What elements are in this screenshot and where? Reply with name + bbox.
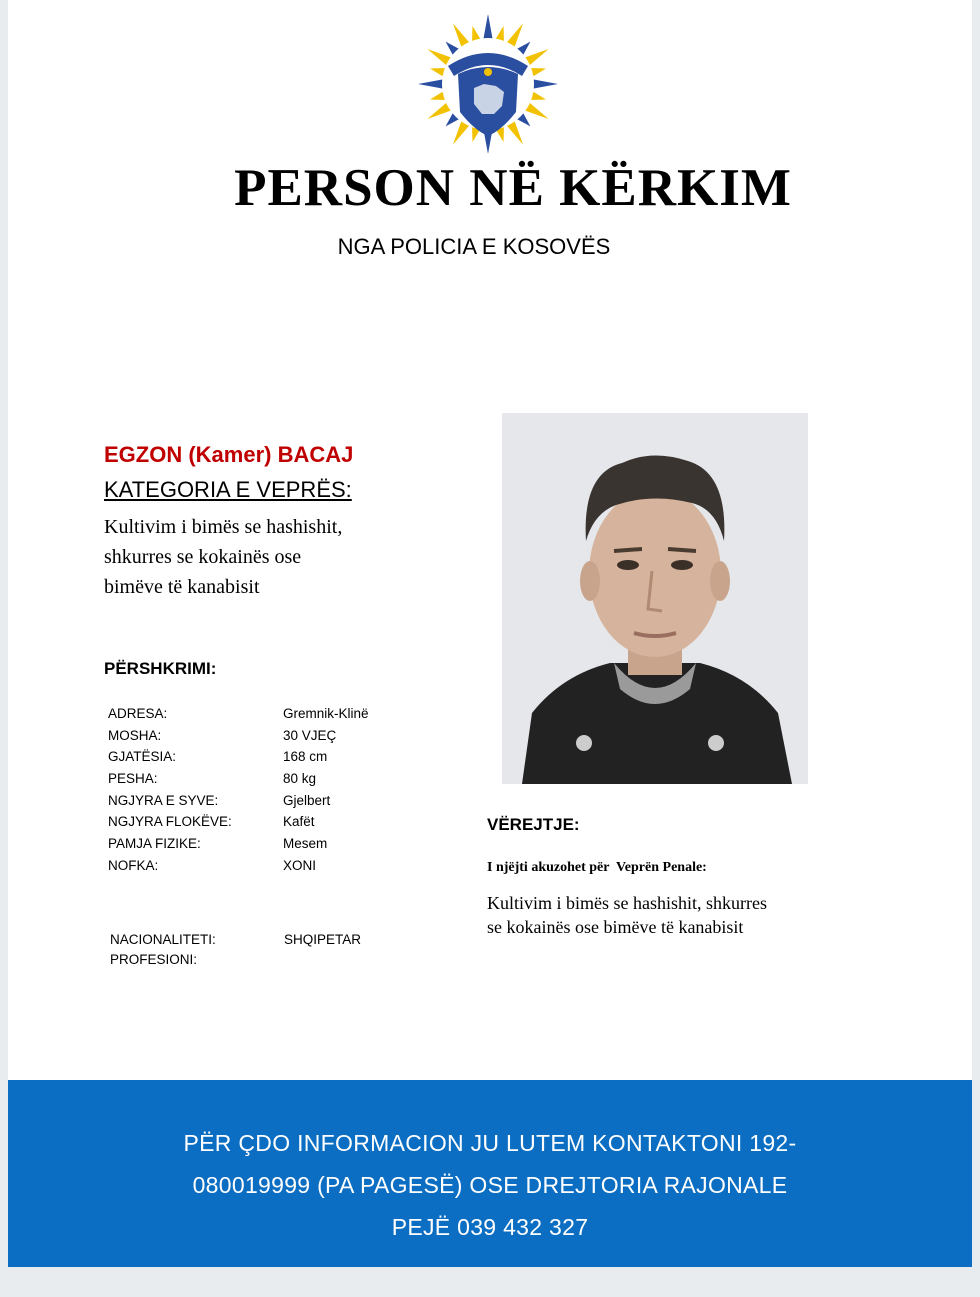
detail-value: Gjelbert [283,792,331,808]
category-text [104,512,464,602]
detail-key: NGJYRA FLOKËVE: [108,814,232,830]
description-table [108,704,403,878]
contact-text [8,1122,972,1248]
detail-key: NACIONALITETI: [110,932,216,947]
detail-value: 30 VJEÇ [283,727,337,743]
detail-key: PAMJA FIZIKE: [108,836,201,852]
detail-key: ADRESA: [108,706,168,721]
detail-row-build [108,834,403,856]
remarks-line: Kultivim i bimës se hashishit, shkurres [487,893,767,913]
page-subtitle: NGA POLICIA E KOSOVËS [337,234,611,259]
detail-row-nickname [108,856,403,878]
suspect-portrait-icon [502,413,808,784]
page-margin-bottom [0,1267,980,1297]
detail-key: NGJYRA E SYVE: [108,792,219,808]
extra-details [110,930,404,970]
detail-row-address [108,704,403,726]
emblem-ray [532,79,558,89]
remarks-label: VËREJTJE: [487,815,580,834]
detail-key: PESHA: [108,771,158,787]
contact-line: PEJË 039 432 327 [391,1214,589,1240]
detail-key: NOFKA: [108,857,159,873]
category-label: KATEGORIA E VEPRËS: [104,477,352,502]
emblem-ray [483,14,493,40]
detail-key: PROFESIONI: [110,952,198,967]
detail-row-hair-color [108,812,403,834]
detail-key: MOSHA: [108,727,162,743]
detail-row-nationality [110,930,404,950]
contact-line: PËR ÇDO INFORMACION JU LUTEM KONTAKTONI 192- [183,1130,797,1156]
person-name: EGZON (Kamer) BACAJ [104,442,354,467]
detail-row-age [108,726,403,748]
detail-value: Mesem [283,836,328,852]
category-line: shkurres se kokainës ose [104,546,302,568]
detail-value: Gremnik-Klinë [283,706,369,721]
suspect-photo [502,413,808,784]
detail-row-height [108,747,403,769]
description-label: PËRSHKRIMI: [104,659,217,678]
remarks-subheading: I njëjti akuzohet për Veprën Penale: [487,860,707,875]
kosovo-police-emblem-icon [418,14,558,154]
detail-value: SHQIPETAR [284,932,362,947]
remarks-text [487,891,887,939]
category-line: Kultivim i bimës se hashishit, [104,516,343,538]
detail-row-weight [108,769,403,791]
detail-value: XONI [283,857,317,873]
detail-value: 168 cm [283,749,328,765]
detail-row-profession [110,950,404,970]
category-line: bimëve të kanabisit [104,576,260,598]
detail-key: GJATËSIA: [108,749,177,765]
detail-value: Kafët [283,814,315,830]
detail-row-eye-color [108,791,403,813]
remarks-line: se kokainës ose bimëve të kanabisit [487,917,744,937]
contact-line: 080019999 (PA PAGESË) OSE DREJTORIA RAJONALE [192,1172,788,1198]
detail-value: 80 kg [283,771,317,787]
detail-value [284,950,404,970]
emblem-ray [418,79,444,89]
contact-banner [8,1080,972,1267]
page-title: PERSON NË KËRKIM [234,159,792,217]
